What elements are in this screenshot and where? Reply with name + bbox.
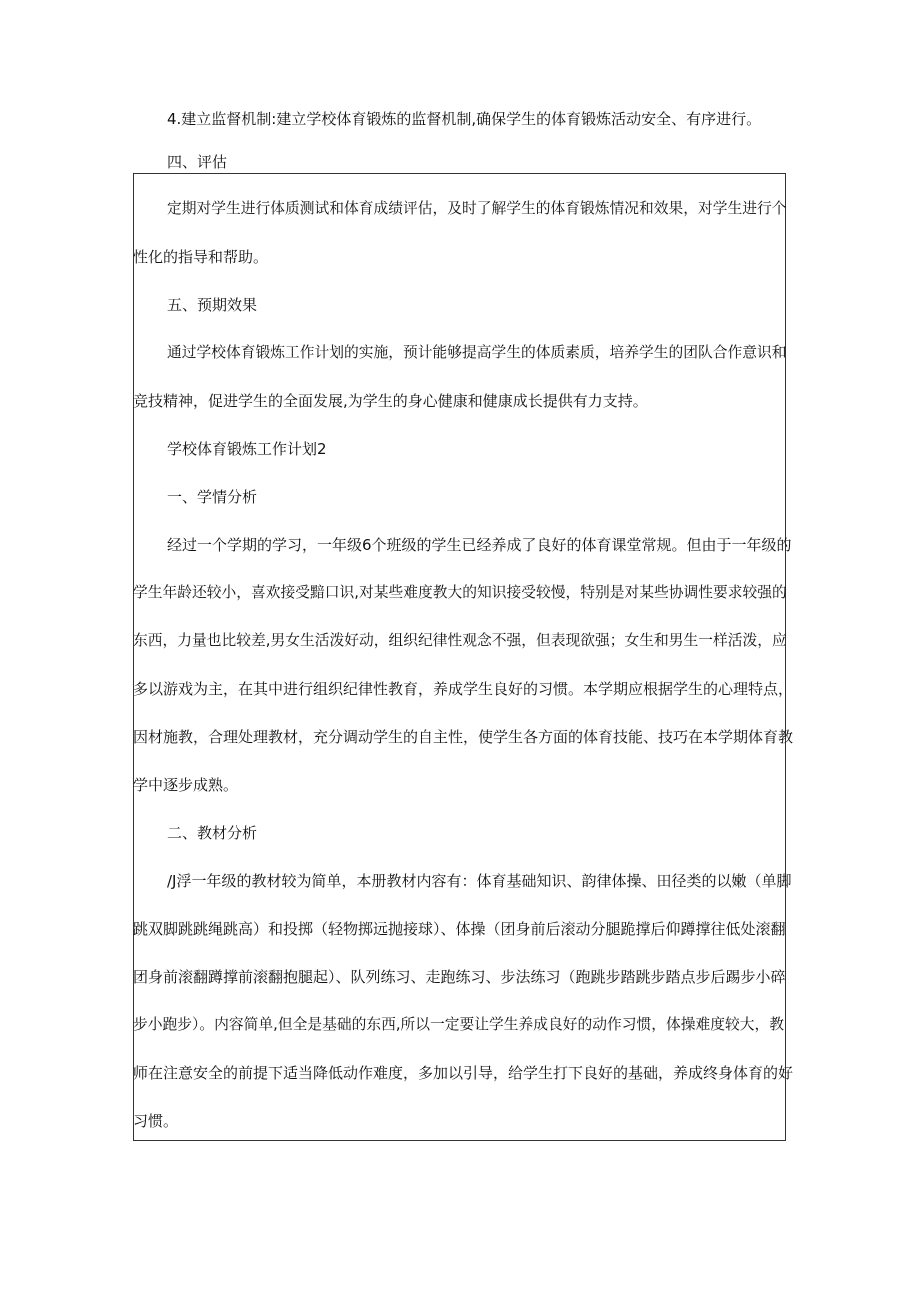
expected-effect-line2: 竞技精神，促进学生的全面发展,为学生的身心健康和健康成长提供有力支持。 xyxy=(133,392,648,410)
material-analysis-line: 师在注意安全的前提下适当降低动作难度，多加以引导，给学生打下良好的基础，养成终身体育的好 xyxy=(133,1064,794,1082)
material-analysis-heading: 二、教材分析 xyxy=(167,824,258,842)
expected-effect-line1: 通过学校体育锻炼工作计划的实施，预计能够提高学生的体质素质，培养学生的团队合作意识和 xyxy=(167,344,787,361)
material-analysis-line: 团身前滚翻蹲撑前滚翻抱腿起）、队列练习、走跑练习、步法练习（跑跳步踏跳步踏点步后踢步小碎 xyxy=(133,968,786,986)
student-analysis-line: 学生年龄还较小，喜欢接受黯口识,对某些难度教大的知识接受较慢，特别是对某些协调性要求较强的 xyxy=(133,584,787,601)
student-analysis-line: 学中逐步成熟。 xyxy=(133,776,239,794)
material-analysis-line: 步小跑步）。内容简单,但全是基础的东西,所以一定要让学生养成良好的动作习惯，体操难度较大，教 xyxy=(133,1016,785,1033)
student-analysis-line: 东西，力量也比较差,男女生活泼好动，组织纪律性观念不强，但表现欲强；女生和男生一样活泼，应 xyxy=(133,632,787,649)
plan2-title: 学校体育锻炼工作计划2 xyxy=(167,440,327,458)
expected-effect-heading: 五、预期效果 xyxy=(167,296,258,314)
evaluation-text-line1: 定期对学生进行体质测试和体育成绩评估，及时了解学生的体育锻炼情况和效果，对学生进行个 xyxy=(167,200,787,217)
student-analysis-line: 因材施教，合理处理教材，充分调动学生的自主性，使学生各方面的体育技能、技巧在本学期体育教 xyxy=(133,728,794,746)
section4-heading: 四、评估 xyxy=(167,153,228,171)
evaluation-text-line2: 性化的指导和帮助。 xyxy=(133,248,269,266)
material-analysis-line: 跳双脚跳跳绳跳高）和投掷（轻物掷远抛接球）、体操（团身前后滚动分腿跪撑后仰蹲撑往低处滚翻 xyxy=(133,920,786,938)
material-analysis-line: 习惯。 xyxy=(133,1112,179,1130)
material-analysis-line: /J浮一年级的教材较为简单，本册教材内容有：体育基础知识、韵律体操、田径类的以嫩（单脚 xyxy=(167,872,792,890)
student-analysis-line: 经过一个学期的学习，一年级6个班级的学生已经养成了良好的体育课堂常规。但由于一年级的 xyxy=(167,536,792,554)
monitor-mechanism-text: 4.建立监督机制:建立学校体育锻炼的监督机制,确保学生的体育锻炼活动安全、有序进行。 xyxy=(167,110,762,128)
student-analysis-heading: 一、学情分析 xyxy=(167,488,258,506)
content-frame xyxy=(133,173,786,1141)
student-analysis-line: 多以游戏为主，在其中进行组织纪律性教育，养成学生良好的习惯。本学期应根据学生的心理特点， xyxy=(133,680,794,698)
